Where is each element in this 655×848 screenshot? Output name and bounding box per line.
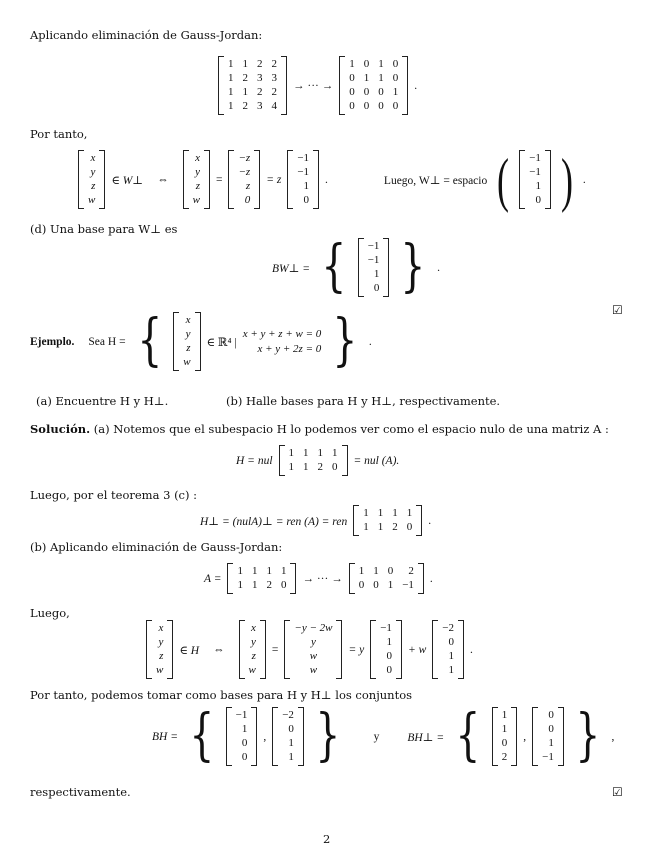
matrix-cell: 1 — [251, 579, 258, 591]
h-perp-equation — [200, 505, 431, 536]
matrix-cell: 1 — [392, 86, 399, 98]
matrix-cell: x — [158, 622, 164, 634]
y-coef: = y — [348, 643, 365, 656]
qed-mark-2: ☑ — [612, 785, 623, 799]
period-6: . — [428, 514, 432, 527]
por-tanto-2: Por tanto, podemos tomar como bases para H y H⊥ los conjuntos — [30, 688, 413, 702]
equals-2: = — [271, 643, 279, 656]
matrix-cell: y — [310, 636, 316, 648]
vector-h2 — [370, 620, 402, 679]
matrix-cell: w — [183, 356, 191, 368]
matrix-cell: 1 — [363, 521, 369, 533]
matrix-cell: 1 — [349, 58, 355, 70]
matrix-cell: −1 — [529, 166, 541, 178]
matrix-cell: 0 — [535, 194, 541, 206]
example-in: ∈ ℝ⁴ | — [206, 336, 237, 349]
matrix-cell: 2 — [501, 751, 508, 763]
matrix-cell: w — [309, 664, 318, 676]
respectivamente: respectivamente. — [30, 785, 131, 799]
in-h: ∈ H — [179, 644, 200, 657]
vector-bhp1 — [492, 707, 518, 766]
matrix-cell: 0 — [241, 751, 248, 763]
paren-left: ( — [497, 146, 510, 213]
part-b-intro: (b) Aplicando eliminación de Gauss-Jordan: — [30, 540, 283, 554]
matrix-cell: 0 — [363, 100, 370, 112]
matrix-cell: w — [248, 664, 256, 676]
example-system — [243, 327, 322, 357]
w-perp-equation — [78, 146, 586, 213]
solution-label: Solución. — [30, 422, 91, 436]
part-a-label: (a) Encuentre H y H⊥. — [36, 394, 169, 408]
vector-w2 — [287, 150, 319, 209]
matrix-cell: 1 — [288, 751, 294, 763]
eq-1: x + y + z + w = 0 — [242, 327, 322, 340]
matrix-cell: w — [88, 194, 96, 206]
period-7: . — [429, 572, 433, 585]
matrix-cell: 1 — [228, 86, 234, 98]
matrix-cell: 1 — [237, 565, 243, 577]
matrix-cell: z — [159, 650, 164, 662]
matrix-cell: 1 — [377, 507, 384, 519]
matrix-cell: 0 — [349, 86, 355, 98]
matrix-cell: 0 — [548, 723, 554, 735]
matrix-m1-reduced — [339, 56, 408, 115]
matrix-cell: 2 — [257, 58, 263, 70]
matrix-cell: y — [158, 636, 164, 648]
matrix-cell: x — [185, 314, 191, 326]
matrix-cell: 1 — [535, 180, 541, 192]
matrix-cell: y — [195, 166, 200, 178]
matrix-cell: 1 — [242, 86, 248, 98]
brace-left: { — [321, 234, 347, 300]
brace-right: } — [400, 234, 426, 300]
matrix-cell: z — [245, 180, 251, 192]
period: . — [414, 79, 418, 92]
matrix-a-reduced — [349, 563, 424, 594]
bh-perp-label: BH⊥ = — [407, 731, 445, 744]
matrix-cell: z — [186, 342, 191, 354]
nul-a-text: = nul (A). — [353, 454, 400, 467]
luego-w-text: Luego, W⊥ = espacio — [383, 174, 488, 187]
h-perp-label: H⊥ = (nulA)⊥ = ren (A) = ren — [200, 515, 348, 528]
matrix-cell: 1 — [303, 461, 309, 473]
matrix-cell: 1 — [332, 447, 338, 459]
matrix-cell: 1 — [228, 58, 234, 70]
matrix-cell: 0 — [358, 579, 365, 591]
solution-text: (a) Notemos que el subespacio H lo podemos ver como el espacio nulo de una matriz A : — [93, 422, 609, 436]
matrix-cell: y — [251, 636, 256, 648]
equals: = — [215, 173, 223, 186]
matrix-a-2 — [353, 505, 422, 536]
part-b-label: (b) Halle bases para H y H⊥, respectivamente. — [226, 394, 501, 408]
vector-xyzw-2 — [183, 150, 210, 209]
matrix-a-3 — [227, 563, 296, 594]
vector-bh2 — [272, 707, 304, 766]
vector-xyzw — [78, 150, 105, 209]
matrix-cell: 2 — [242, 100, 248, 112]
matrix-a — [279, 445, 348, 476]
matrix-cell: 0 — [363, 58, 370, 70]
intro-text: Aplicando eliminación de Gauss-Jordan: — [30, 28, 263, 42]
page-number: 2 — [323, 832, 331, 846]
matrix-cell: 4 — [271, 100, 277, 112]
matrix-cell: y — [90, 166, 96, 178]
period-5: . — [368, 335, 372, 348]
matrix-cell: 2 — [271, 86, 277, 98]
matrix-cell: x — [251, 622, 256, 634]
period-3: . — [582, 173, 586, 186]
matrix-cell: 0 — [448, 636, 454, 648]
matrix-cell: 0 — [244, 194, 251, 206]
matrix-cell: 0 — [378, 100, 384, 112]
z-coef: = z — [266, 173, 282, 186]
matrix-cell: 1 — [387, 579, 394, 591]
vector-w1 — [228, 150, 260, 209]
matrix-cell: 1 — [406, 507, 413, 519]
bases-equation: BH = { −1 1 0 0 , −2 0 1 1 } y BH⊥ = { 1 1 0 2 , 0 0 1 −1 } , — [152, 703, 615, 769]
h-nul-equation — [236, 445, 399, 476]
arrow-2: → ··· → — [302, 572, 343, 585]
matrix-cell: 0 — [241, 737, 248, 749]
brace-right-bhp: } — [575, 703, 601, 769]
matrix-cell: 0 — [392, 100, 399, 112]
example-text: Sea H = — [88, 335, 126, 348]
h-eq-label: H = nul — [236, 454, 273, 467]
period-8: . — [469, 643, 473, 656]
gauss-jordan-row-2 — [204, 563, 433, 594]
bw-label: BW⊥ = — [272, 262, 311, 275]
matrix-m1 — [218, 56, 287, 115]
matrix-cell: 0 — [349, 100, 355, 112]
matrix-cell: −y − 2w — [294, 622, 333, 634]
iff-symbol: ⇔ — [157, 173, 169, 186]
matrix-cell: 0 — [280, 579, 287, 591]
matrix-cell: −1 — [297, 166, 310, 178]
matrix-cell: 0 — [406, 521, 413, 533]
matrix-cell: 2 — [257, 86, 263, 98]
w-coef: + w — [407, 643, 427, 656]
matrix-cell: 1 — [373, 268, 380, 280]
matrix-cell: 3 — [271, 72, 277, 84]
matrix-cell: 1 — [241, 723, 248, 735]
matrix-cell: 2 — [392, 521, 398, 533]
a-eq-label: A = — [204, 572, 222, 585]
vector-bhp2 — [532, 707, 564, 766]
matrix-cell: 1 — [363, 72, 370, 84]
in-w-perp: ∈ W⊥ — [111, 174, 144, 187]
matrix-cell: 1 — [288, 737, 294, 749]
vector-h3 — [432, 620, 464, 679]
matrix-cell: x — [90, 152, 96, 164]
matrix-cell: −1 — [235, 709, 248, 721]
matrix-cell: 1 — [501, 709, 508, 721]
matrix-cell: w — [192, 194, 200, 206]
matrix-cell: 0 — [349, 72, 355, 84]
matrix-cell: w — [156, 664, 164, 676]
matrix-cell: 2 — [408, 565, 414, 577]
matrix-cell: 1 — [228, 72, 234, 84]
bh-label: BH = — [152, 730, 178, 743]
matrix-cell: 0 — [386, 650, 392, 662]
matrix-cell: −1 — [542, 751, 554, 763]
matrix-cell: z — [195, 180, 200, 192]
y-word: y — [373, 730, 380, 743]
matrix-cell: z — [91, 180, 96, 192]
matrix-cell: −1 — [529, 152, 541, 164]
matrix-cell: 1 — [266, 565, 272, 577]
vector-w-span — [519, 150, 551, 209]
matrix-cell: 1 — [501, 723, 508, 735]
basis-w-perp — [272, 234, 440, 300]
matrix-cell: 1 — [242, 58, 248, 70]
matrix-cell: 1 — [392, 507, 398, 519]
matrix-cell: 0 — [387, 565, 394, 577]
matrix-cell: 1 — [288, 447, 295, 459]
matrix-cell: 1 — [317, 447, 324, 459]
matrix-cell: 1 — [386, 636, 392, 648]
matrix-cell: z — [251, 650, 256, 662]
matrix-cell: y — [185, 328, 191, 340]
matrix-cell: 1 — [303, 447, 309, 459]
period-2: . — [325, 173, 328, 186]
example-statement — [30, 308, 372, 374]
vector-xyzw-4 — [239, 620, 266, 679]
matrix-cell: 1 — [448, 664, 454, 676]
matrix-cell: 0 — [501, 737, 508, 749]
matrix-cell: 1 — [237, 579, 243, 591]
gauss-jordan-row-1 — [218, 56, 417, 115]
brace-left-bhp: { — [455, 703, 481, 769]
matrix-cell: 0 — [373, 579, 379, 591]
matrix-cell: 0 — [373, 282, 380, 294]
matrix-cell: 1 — [288, 461, 295, 473]
h-param-equation — [146, 620, 473, 679]
matrix-cell: 2 — [242, 72, 248, 84]
matrix-cell: 1 — [251, 565, 258, 577]
matrix-cell: 1 — [303, 180, 310, 192]
luego-teorema: Luego, por el teorema 3 (c) : — [30, 488, 198, 502]
matrix-cell: −1 — [367, 254, 380, 266]
matrix-cell: 0 — [548, 709, 554, 721]
matrix-cell: 1 — [363, 507, 369, 519]
matrix-cell: −z — [238, 166, 251, 178]
example-label: Ejemplo. — [30, 335, 75, 348]
vector-h-def — [173, 312, 200, 371]
solution-line — [30, 422, 609, 436]
qed-mark-1: ☑ — [612, 303, 623, 317]
matrix-cell: 0 — [303, 194, 310, 206]
brace-left-bh: { — [189, 703, 215, 769]
matrix-cell: −z — [238, 152, 251, 164]
matrix-cell: 1 — [373, 565, 379, 577]
matrix-cell: −1 — [402, 579, 414, 591]
matrix-cell: −1 — [297, 152, 310, 164]
matrix-cell: 1 — [378, 58, 384, 70]
matrix-cell: 1 — [448, 650, 454, 662]
iff-2: ⇔ — [213, 643, 225, 656]
matrix-cell: −2 — [282, 709, 294, 721]
arrow-text: → ··· → — [293, 79, 334, 92]
brace-right-h: } — [332, 308, 358, 374]
matrix-cell: x — [195, 152, 200, 164]
matrix-cell: −2 — [442, 622, 454, 634]
matrix-cell: 1 — [228, 100, 234, 112]
brace-left-h: { — [136, 308, 162, 374]
matrix-cell: 0 — [386, 664, 392, 676]
matrix-cell: 0 — [392, 72, 399, 84]
matrix-cell: 1 — [358, 565, 365, 577]
matrix-cell: 3 — [257, 100, 263, 112]
matrix-cell: 1 — [378, 72, 384, 84]
matrix-cell: 0 — [288, 723, 294, 735]
matrix-cell: −1 — [367, 240, 380, 252]
luego-2: Luego, — [30, 606, 70, 620]
matrix-cell: 2 — [266, 579, 272, 591]
matrix-cell: 0 — [332, 461, 338, 473]
d-label: (d) Una base para W⊥ es — [30, 222, 178, 236]
matrix-cell: 3 — [257, 72, 263, 84]
paren-right: ) — [560, 146, 573, 213]
matrix-cell: −1 — [380, 622, 392, 634]
matrix-cell: 0 — [378, 86, 384, 98]
por-tanto-text: Por tanto, — [30, 127, 88, 141]
brace-right-bh: } — [315, 703, 341, 769]
vector-h1 — [284, 620, 342, 679]
vector-bh1 — [226, 707, 258, 766]
matrix-cell: 1 — [377, 521, 384, 533]
matrix-cell: 0 — [392, 58, 399, 70]
matrix-cell: 1 — [280, 565, 287, 577]
vector-bw — [358, 238, 390, 297]
matrix-cell: 2 — [317, 461, 324, 473]
period-4: . — [437, 261, 440, 274]
matrix-cell: 0 — [363, 86, 370, 98]
matrix-cell: 1 — [548, 737, 554, 749]
eq-2: x + y + 2z = 0 — [257, 342, 322, 355]
vector-xyzw-3 — [146, 620, 173, 679]
matrix-cell: 2 — [271, 58, 277, 70]
matrix-cell: w — [309, 650, 318, 662]
